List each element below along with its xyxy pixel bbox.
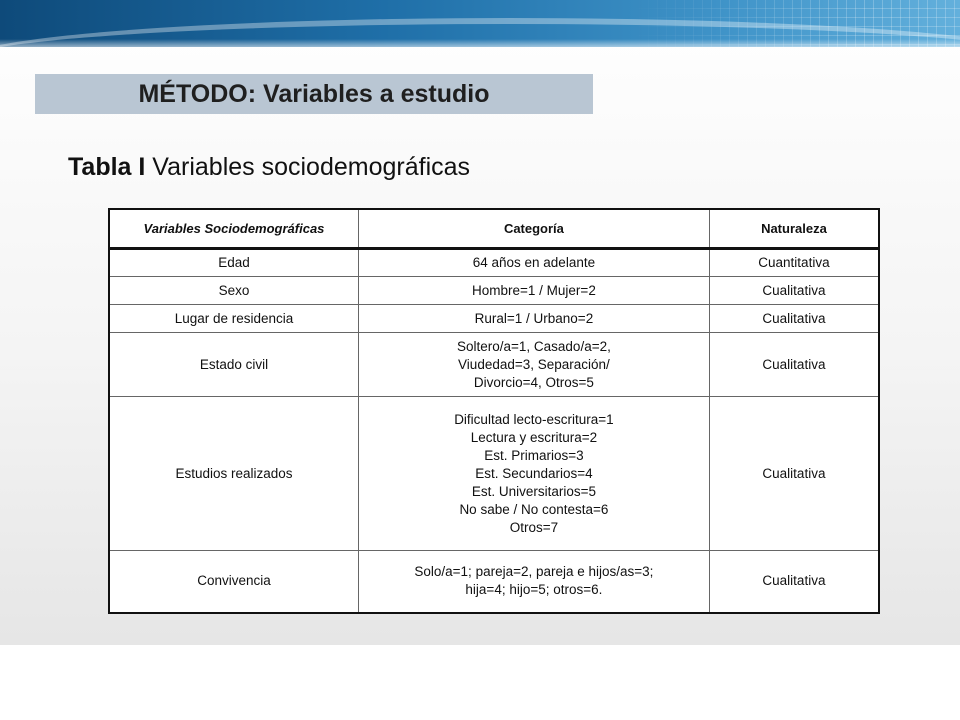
nature-cell: Cualitativa (709, 277, 879, 305)
banner-grid-pattern (630, 0, 960, 47)
sociodemographic-table (108, 208, 880, 614)
category-cell: Rural=1 / Urbano=2 (358, 305, 709, 333)
table-caption (68, 153, 470, 182)
variable-cell: Sexo (109, 277, 358, 305)
column-header-variables: Variables Sociodemográficas (109, 209, 358, 249)
table-row (109, 305, 879, 333)
table-row (109, 551, 879, 613)
header-banner (0, 0, 960, 47)
category-cell: Solo/a=1; pareja=2, pareja e hijos/as=3; hija=4; hijo=5; otros=6. (358, 551, 709, 613)
variable-cell: Lugar de residencia (109, 305, 358, 333)
nature-cell: Cualitativa (709, 397, 879, 551)
table-row (109, 249, 879, 277)
table-caption-number: Tabla I (68, 153, 146, 181)
variable-cell: Convivencia (109, 551, 358, 613)
section-title: MÉTODO: Variables a estudio (35, 74, 593, 114)
nature-cell: Cualitativa (709, 333, 879, 397)
table-caption-text: Variables sociodemográficas (145, 153, 471, 181)
table-row (109, 333, 879, 397)
category-cell: Hombre=1 / Mujer=2 (358, 277, 709, 305)
nature-cell: Cualitativa (709, 305, 879, 333)
column-header-categoria: Categoría (358, 209, 709, 249)
variable-cell: Edad (109, 249, 358, 277)
category-cell: 64 años en adelante (358, 249, 709, 277)
variable-cell: Estudios realizados (109, 397, 358, 551)
category-cell: Soltero/a=1, Casado/a=2, Viudedad=3, Separación/ Divorcio=4, Otros=5 (358, 333, 709, 397)
nature-cell: Cuantitativa (709, 249, 879, 277)
variable-cell: Estado civil (109, 333, 358, 397)
table-row (109, 277, 879, 305)
nature-cell: Cualitativa (709, 551, 879, 613)
category-cell: Dificultad lecto-escritura=1 Lectura y escritura=2 Est. Primarios=3 Est. Secundarios=4 Est. Universitarios=5 No sabe / No contesta=6 Otros=7 (358, 397, 709, 551)
table-row (109, 397, 879, 551)
column-header-naturaleza: Naturaleza (709, 209, 879, 249)
table-header-row (109, 209, 879, 249)
